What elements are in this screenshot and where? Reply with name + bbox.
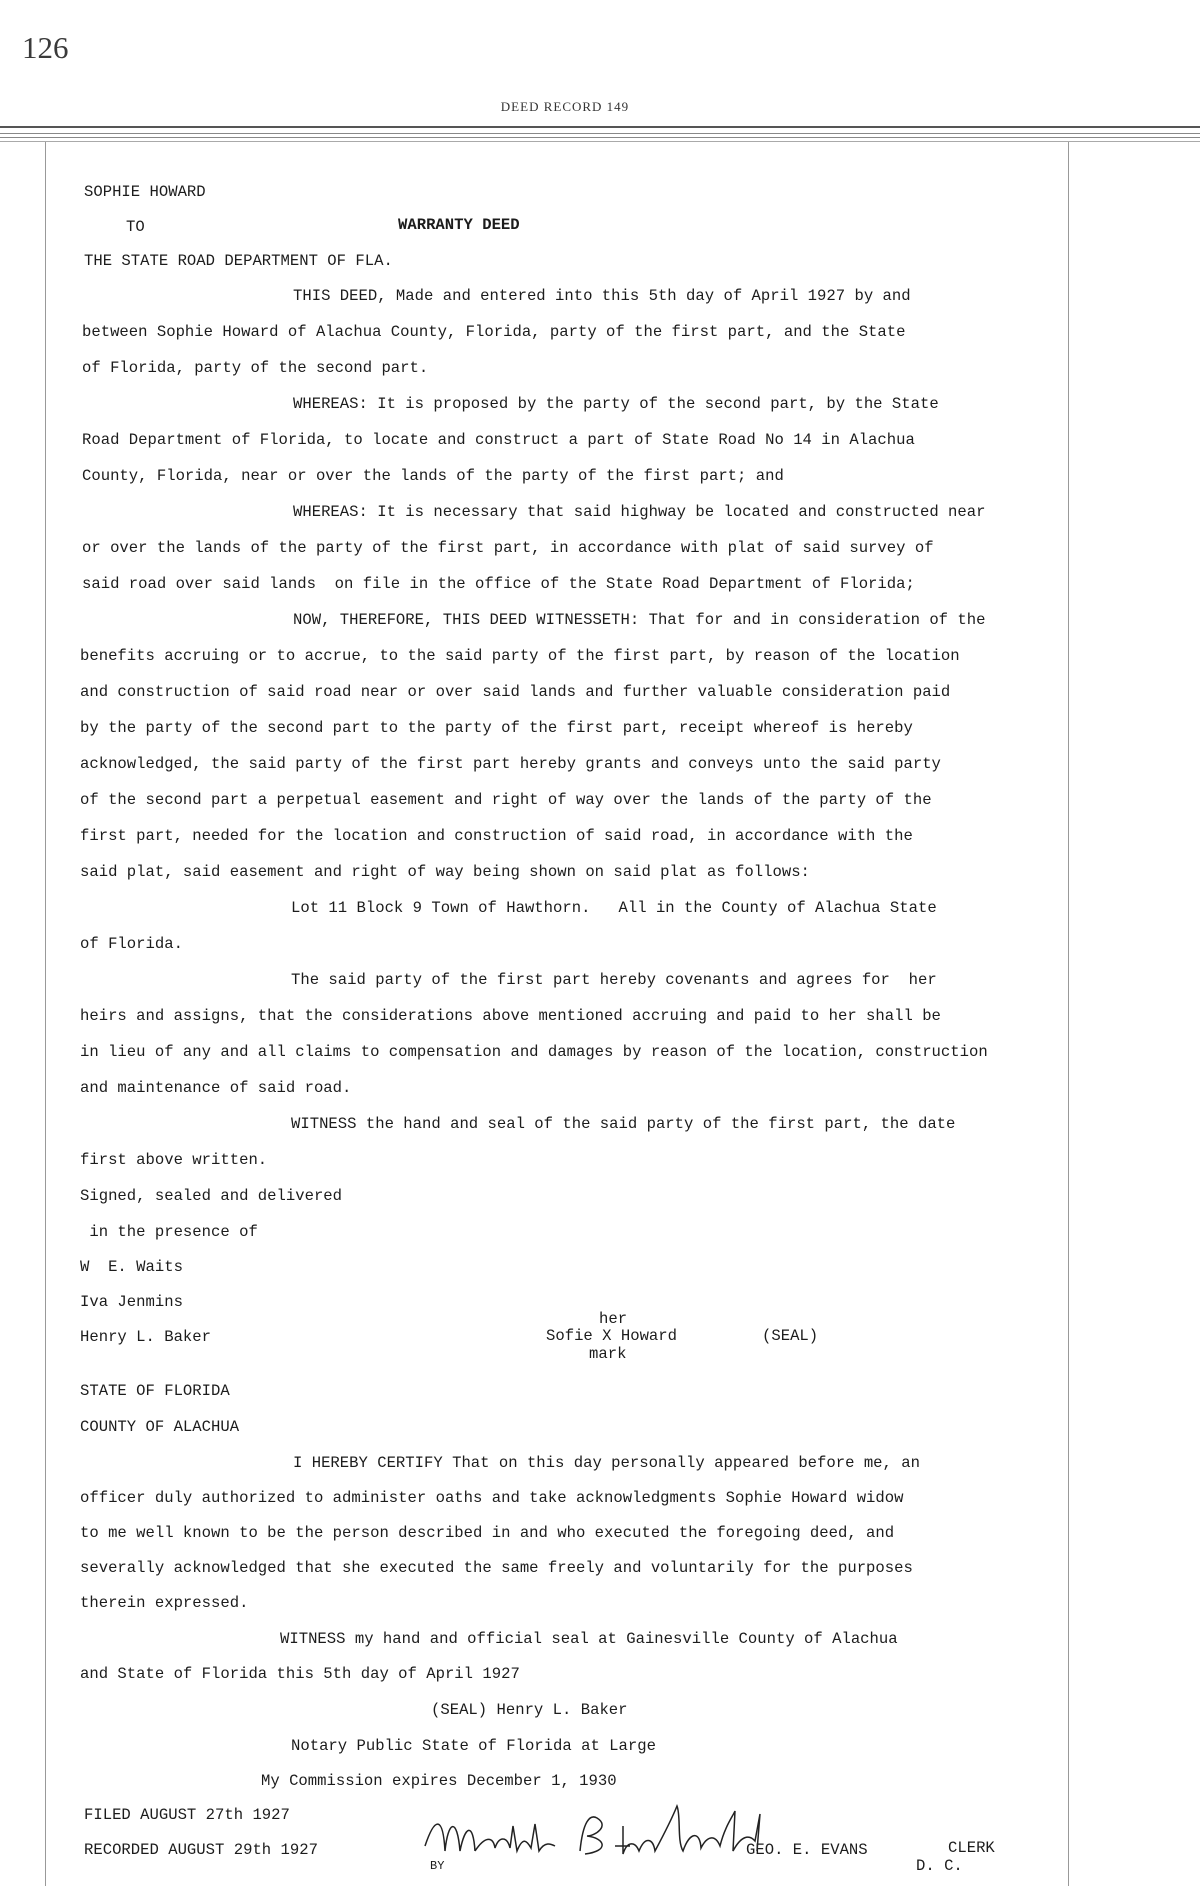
mark-label: mark (589, 1345, 627, 1363)
ack-line: officer duly authorized to administer oaths and take acknowledgments Sophie Howard widow (80, 1489, 904, 1507)
deed-line: of Florida, party of the second part. (82, 359, 429, 377)
witness-intro: Signed, sealed and delivered (80, 1187, 343, 1205)
deed-line: Road Department of Florida, to locate and construct a part of State Road No 14 in Alachua (82, 431, 915, 449)
left-margin-line (45, 142, 46, 1886)
deed-line: County, Florida, near or over the lands of the party of the first part; and (82, 467, 784, 485)
deputy-clerk: D. C. (916, 1857, 963, 1875)
deed-line: WHEREAS: It is necessary that said highway be located and constructed near (293, 503, 986, 521)
deed-line: of the second part a perpetual easement and right of way over the lands of the party of the (80, 791, 932, 809)
deed-line: by the party of the second part to the party of the first part, receipt whereof is hereby (80, 719, 913, 737)
ack-line: severally acknowledged that she executed the same freely and voluntarily for the purposes (80, 1559, 913, 1577)
grantor-name: SOPHIE HOWARD (84, 183, 206, 201)
filed-date: FILED AUGUST 27th 1927 (84, 1806, 290, 1824)
witness-name: Henry L. Baker (80, 1328, 212, 1346)
deed-line: in lieu of any and all claims to compensation and damages by reason of the location, construction (80, 1043, 988, 1061)
witness-intro: in the presence of (80, 1223, 258, 1241)
by-label: BY (430, 1859, 445, 1873)
ack-line: and State of Florida this 5th day of April 1927 (80, 1665, 520, 1683)
deed-line: between Sophie Howard of Alachua County, Florida, party of the first part, and the State (82, 323, 906, 341)
ack-county: COUNTY OF ALACHUA (80, 1418, 240, 1436)
deed-line: The said party of the first part hereby covenants and agrees for her (291, 971, 937, 989)
deed-line: WITNESS the hand and seal of the said party of the first part, the date (291, 1115, 956, 1133)
to-word: TO (126, 218, 145, 236)
deed-line: THIS DEED, Made and entered into this 5th day of April 1927 by and (293, 287, 911, 305)
deed-line: first part, needed for the location and construction of said road, in accordance with the (80, 827, 913, 845)
deed-type: WARRANTY DEED (398, 216, 520, 234)
clerk-name: GEO. E. EVANS (746, 1841, 868, 1859)
deputy-clerk-signature (415, 1796, 815, 1880)
deed-line: or over the lands of the party of the first part, in accordance with plat of said survey of (82, 539, 934, 557)
deed-line: heirs and assigns, that the considerations above mentioned accruing and paid to her shall be (80, 1007, 941, 1025)
header-rule (0, 126, 1200, 128)
deed-line: of Florida. (80, 935, 183, 953)
ack-line: WITNESS my hand and official seal at Gainesville County of Alachua (280, 1630, 898, 1648)
header-rule (0, 137, 1200, 138)
clerk-title: CLERK (948, 1839, 995, 1857)
ack-line: I HEREBY CERTIFY That on this day personally appeared before me, an (293, 1454, 920, 1472)
notary-seal-line: (SEAL) Henry L. Baker (431, 1701, 628, 1719)
deed-line: said plat, said easement and right of way being shown on said plat as follows: (80, 863, 810, 881)
recorded-date: RECORDED AUGUST 29th 1927 (84, 1841, 318, 1859)
header-rule (0, 133, 1200, 134)
witness-name: Iva Jenmins (80, 1293, 183, 1311)
seal-label: (SEAL) (762, 1327, 819, 1345)
right-margin-line (1068, 142, 1069, 1886)
ack-line: to me well known to be the person described in and who executed the foregoing deed, and (80, 1524, 895, 1542)
witness-name: W E. Waits (80, 1258, 183, 1276)
signer-name: Sofie X Howard (546, 1327, 678, 1345)
deed-line: WHEREAS: It is proposed by the party of the second part, by the State (293, 395, 939, 413)
property-description: Lot 11 Block 9 Town of Hawthorn. All in the County of Alachua State (291, 899, 937, 917)
deed-line: said road over said lands on file in the office of the State Road Department of Florida; (82, 575, 915, 593)
record-header: DEED RECORD 149 (500, 99, 630, 114)
deed-line: first above written. (80, 1151, 268, 1169)
ack-line: therein expressed. (80, 1594, 249, 1612)
page-number: 126 (22, 30, 69, 65)
ack-state: STATE OF FLORIDA (80, 1382, 230, 1400)
commission-expires: My Commission expires December 1, 1930 (261, 1772, 617, 1790)
deed-line: and maintenance of said road. (80, 1079, 352, 1097)
deed-line: benefits accruing or to accrue, to the said party of the first part, by reason of the location (80, 647, 960, 665)
grantee-name: THE STATE ROAD DEPARTMENT OF FLA. (84, 252, 393, 270)
notary-title: Notary Public State of Florida at Large (291, 1737, 656, 1755)
deed-line: and construction of said road near or over said lands and further valuable consideration paid (80, 683, 951, 701)
header-rule (0, 141, 1200, 142)
deed-line: NOW, THEREFORE, THIS DEED WITNESSETH: That for and in consideration of the (293, 611, 986, 629)
mark-her-label: her (599, 1310, 628, 1328)
deed-line: acknowledged, the said party of the first part hereby grants and conveys unto the said party (80, 755, 941, 773)
